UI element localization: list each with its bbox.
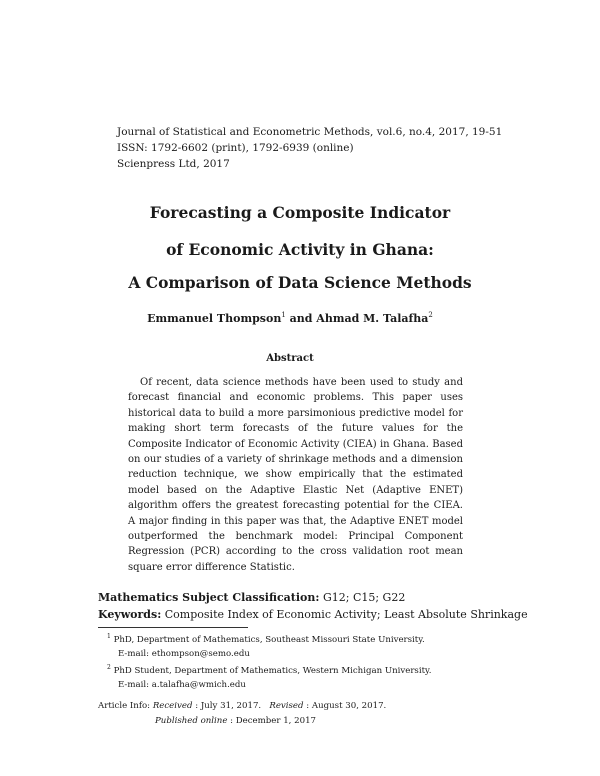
author-list	[0, 311, 580, 325]
author-name-2: Ahmad M. Talafha	[316, 312, 429, 325]
journal-citation: Journal of Statistical and Econometric Methods, vol.6, no.4, 2017, 19-51	[117, 126, 503, 138]
keywords-value: Composite Index of Economic Activity; Least Absolute Shrinkage	[164, 608, 528, 621]
paper-title-line-3: A Comparison of Data Science Methods	[128, 273, 472, 292]
keywords-label: Keywords:	[98, 608, 162, 621]
footnote-affiliation-2: PhD Student, Department of Mathematics, Western Michigan University.	[113, 666, 432, 676]
published-label: Published online	[155, 716, 228, 726]
article-info-dates	[98, 699, 386, 714]
subject-classification-value: G12; C15; G22	[322, 591, 406, 604]
journal-publisher: Scienpress Ltd, 2017	[117, 158, 230, 170]
revised-label: Revised	[269, 701, 304, 711]
published-date: : December 1, 2017	[230, 716, 317, 726]
footnote-affiliation-1: PhD, Department of Mathematics, Southeast Missouri State University.	[113, 635, 425, 645]
journal-issn: ISSN: 1792-6602 (print), 1792-6939 (online)	[117, 142, 354, 154]
journal-info	[117, 124, 517, 172]
paper-title-line-1: Forecasting a Composite Indicator	[149, 203, 451, 222]
subject-classification	[98, 591, 405, 604]
subject-classification-label: Mathematics Subject Classification:	[98, 591, 320, 604]
article-info	[98, 699, 386, 729]
article-info-published	[98, 714, 386, 729]
keywords	[98, 608, 528, 621]
footnote-1	[107, 630, 431, 648]
received-label: Received	[152, 701, 193, 711]
author-footnote-mark-1: 1	[281, 311, 286, 319]
article-info-label: Article Info:	[98, 701, 151, 711]
footnote-email-1: E-mail: ethompson@semo.edu	[118, 648, 250, 659]
footnote-mark-2: 2	[107, 664, 111, 671]
author-conjunction: and	[289, 312, 313, 325]
footnote-email-2: E-mail: a.talafha@wmich.edu	[118, 679, 246, 690]
author-footnote-mark-2: 2	[428, 311, 433, 319]
footnotes	[107, 630, 431, 692]
footnote-divider	[98, 627, 248, 628]
paper-title-line-2: of Economic Activity in Ghana:	[166, 240, 434, 259]
author-name-1: Emmanuel Thompson	[147, 312, 282, 325]
footnote-2	[107, 661, 431, 679]
abstract-heading: Abstract	[266, 353, 314, 364]
received-date: : July 31, 2017.	[195, 701, 262, 711]
abstract-text: Of recent, data science methods have been used to study and forecast financial and economic problems. This paper uses historical data to build a more parsimonious predictive model for making short term forecasts of the future values for the Composite Indicator of Economic Activity (CIEA) in Ghana. Based on our studies of a variety of shrinkage methods and a dimension reduction technique, we show empirically that the estimated model based on the Adaptive Elastic Net (Adaptive ENET) algorithm offers the greatest forecasting potential for the CIEA. A major finding in this paper was that, the Adaptive ENET model outperformed the benchmark model: Principal Component Regression (PCR) according to the cross validation root mean square error difference Statistic.	[128, 377, 463, 573]
revised-date: : August 30, 2017.	[306, 701, 387, 711]
footnote-mark-1: 1	[107, 633, 111, 640]
